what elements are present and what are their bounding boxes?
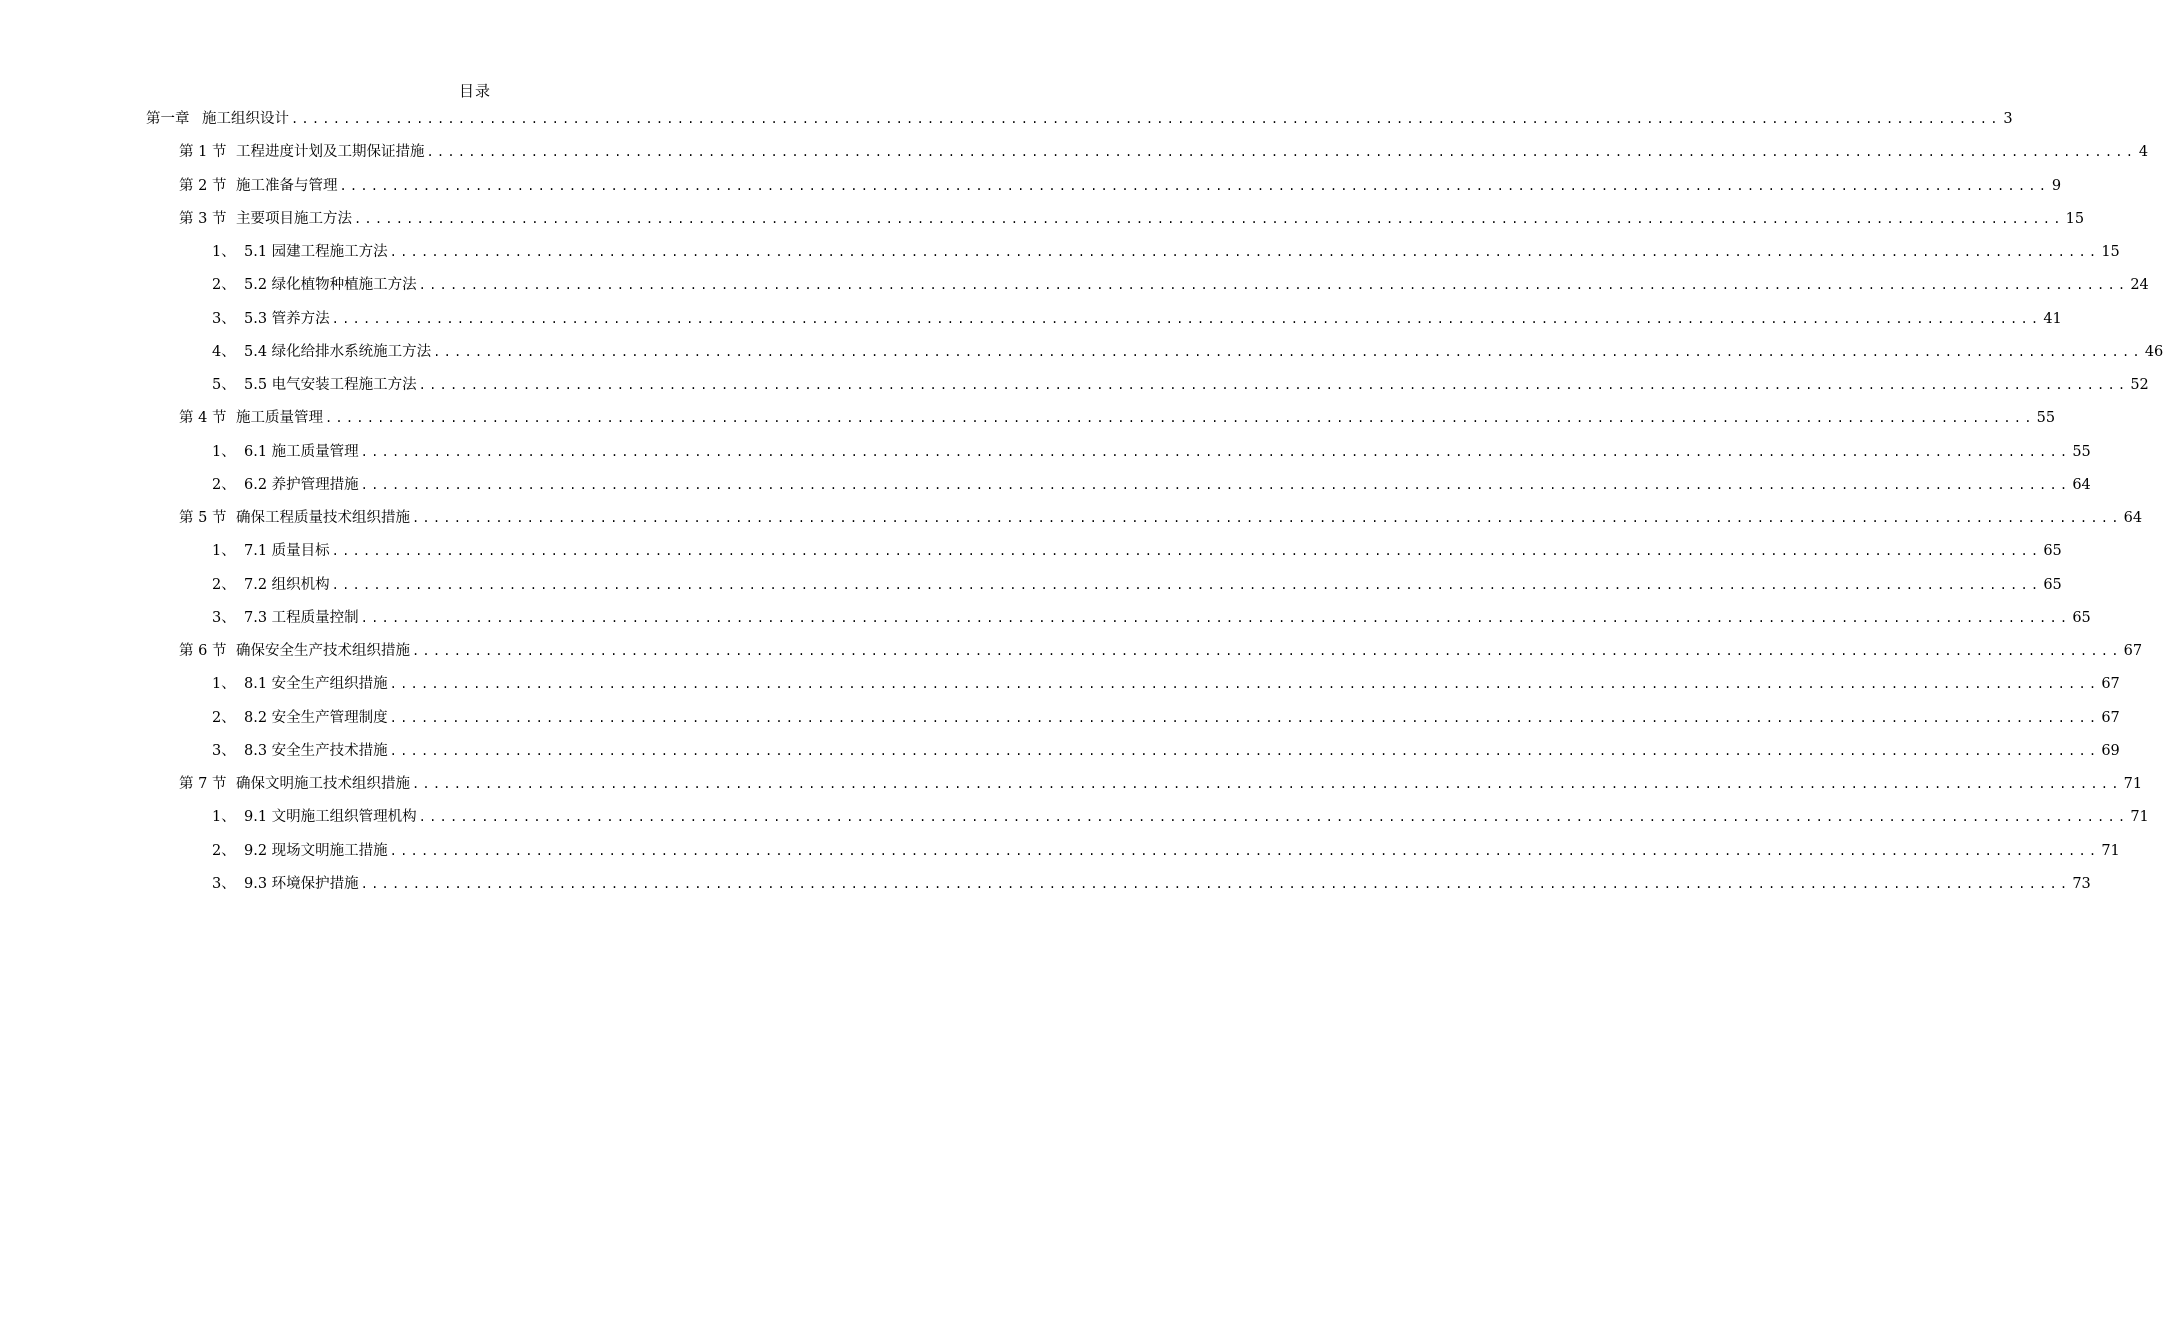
toc-dot-leader: .................................................................................................................................................................... <box>331 577 2042 592</box>
toc-entry-page-number: 15 <box>2065 210 2085 227</box>
toc-dot-leader: .................................................................................................................................................................... <box>412 511 2122 525</box>
toc-entry-page-number: 71 <box>2130 809 2149 826</box>
toc-entry-prefix: 4、 <box>212 343 236 360</box>
toc-entry-prefix: 1、 <box>212 244 236 260</box>
toc-dot-leader: .................................................................................................................................................................... <box>418 378 2129 392</box>
toc-entry-prefix: 1、 <box>212 543 236 560</box>
toc-entry-page-number: 9 <box>2051 177 2062 194</box>
toc-entry[interactable] <box>179 172 2062 196</box>
toc-entry-prefix: 2、 <box>212 576 236 593</box>
toc-entry-prefix: 1、 <box>212 676 236 693</box>
toc-entry-prefix: 3、 <box>212 875 236 892</box>
toc-entry-label: 9.1 文明施工组织管理机构 <box>244 809 417 826</box>
toc-entry-label: 9.2 现场文明施工措施 <box>244 842 388 859</box>
toc-entry-page-number: 65 <box>2043 543 2062 560</box>
toc-entry-label: 6.1 施工质量管理 <box>244 443 359 460</box>
toc-entry-label: 7.3 工程质量控制 <box>244 609 359 626</box>
toc-entry-prefix: 第 7 节 <box>179 776 227 792</box>
toc-dot-leader: .................................................................................................................................................................... <box>389 245 2100 259</box>
toc-entry[interactable] <box>212 837 2120 861</box>
toc-entry-label: 施工组织设计 <box>202 111 289 127</box>
toc-entry-label: 5.1 园建工程施工方法 <box>244 244 388 260</box>
toc-dot-leader: .................................................................................................................................................................... <box>389 843 2100 858</box>
toc-entry-page-number: 67 <box>2101 676 2120 693</box>
toc-entry-page-number: 71 <box>2101 842 2120 859</box>
toc-entry[interactable] <box>212 438 2091 462</box>
toc-entry[interactable] <box>179 504 2143 528</box>
toc-entry-prefix: 3、 <box>212 609 236 626</box>
toc-entry-page-number: 41 <box>2043 310 2062 327</box>
toc-entry[interactable] <box>179 138 2149 162</box>
toc-entry-label: 7.2 组织机构 <box>244 576 330 593</box>
toc-entry-page-number: 4 <box>2138 144 2149 161</box>
toc-entry-label: 确保文明施工技术组织措施 <box>236 776 410 792</box>
toc-entry-prefix: 5、 <box>212 377 236 393</box>
toc-entry[interactable] <box>179 637 2143 661</box>
toc-entry[interactable] <box>212 305 2062 329</box>
toc-entry-prefix: 2、 <box>212 277 236 294</box>
toc-entry-page-number: 3 <box>2003 111 2013 127</box>
toc-entry-label: 工程进度计划及工期保证措施 <box>236 144 425 161</box>
toc-entry-page-number: 67 <box>2101 709 2120 726</box>
toc-entry-page-number: 15 <box>2101 244 2120 260</box>
toc-entry-label: 5.4 绿化给排水系统施工方法 <box>244 343 432 360</box>
toc-entry-page-number: 67 <box>2123 643 2143 659</box>
toc-entry-label: 6.2 养护管理措施 <box>244 476 359 493</box>
toc-entry-prefix: 第 3 节 <box>179 210 227 227</box>
toc-title: 目录 <box>458 82 491 100</box>
toc-entry-page-number: 52 <box>2130 377 2149 393</box>
toc-entry-label: 5.3 管养方法 <box>244 310 330 327</box>
toc-entry[interactable] <box>212 537 2062 561</box>
toc-entry-page-number: 69 <box>2101 742 2120 759</box>
toc-entry-prefix: 3、 <box>212 310 236 327</box>
toc-entry-prefix: 第 1 节 <box>179 144 227 161</box>
toc-entry-label: 5.5 电气安装工程施工方法 <box>244 377 417 393</box>
toc-entry[interactable] <box>179 404 2056 428</box>
toc-entry-label: 确保安全生产技术组织措施 <box>236 643 410 659</box>
toc-entry-prefix: 2、 <box>212 709 236 726</box>
toc-entry[interactable] <box>146 105 2013 129</box>
toc-dot-leader: .................................................................................................................................................................... <box>433 344 2143 359</box>
toc-entry[interactable] <box>212 338 2163 362</box>
toc-entry-prefix: 2、 <box>212 476 236 493</box>
toc-entry-label: 8.1 安全生产组织措施 <box>244 676 388 693</box>
toc-dot-leader: .................................................................................................................................................................... <box>389 743 2100 758</box>
toc-dot-leader: .................................................................................................................................................................... <box>331 311 2042 326</box>
toc-entry-label: 5.2 绿化植物种植施工方法 <box>244 277 417 294</box>
toc-entry-prefix: 3、 <box>212 742 236 759</box>
toc-entry-prefix: 1、 <box>212 443 236 460</box>
toc-entry[interactable] <box>212 471 2091 495</box>
toc-dot-leader: .................................................................................................................................................................... <box>360 477 2071 492</box>
toc-dot-leader: .................................................................................................................................................................... <box>360 876 2071 891</box>
toc-entry-label: 8.2 安全生产管理制度 <box>244 709 388 726</box>
toc-entry-prefix: 1、 <box>212 809 236 826</box>
toc-entry[interactable] <box>212 604 2091 628</box>
toc-dot-leader: .................................................................................................................................................................... <box>389 710 2100 725</box>
toc-entry[interactable] <box>212 571 2062 595</box>
toc-dot-leader: .................................................................................................................................................................... <box>412 777 2122 791</box>
toc-entry-page-number: 55 <box>2072 443 2091 460</box>
toc-entry-page-number: 55 <box>2036 410 2056 427</box>
toc-entry-prefix: 第 6 节 <box>179 643 227 659</box>
toc-entry-page-number: 73 <box>2072 875 2091 892</box>
toc-entry[interactable] <box>212 371 2149 395</box>
toc-entry[interactable] <box>179 205 2085 229</box>
toc-entry[interactable] <box>212 737 2120 761</box>
toc-entry-page-number: 46 <box>2144 343 2163 360</box>
toc-entry[interactable] <box>212 803 2149 827</box>
toc-entry-label: 施工质量管理 <box>236 410 323 427</box>
toc-entry-prefix: 第 5 节 <box>179 510 227 526</box>
toc-entry[interactable] <box>212 271 2149 295</box>
toc-entry-label: 9.3 环境保护措施 <box>244 875 359 892</box>
toc-entry-page-number: 24 <box>2130 277 2149 294</box>
toc-entry-prefix: 2、 <box>212 842 236 859</box>
toc-entry-page-number: 65 <box>2072 609 2091 626</box>
toc-entry-page-number: 71 <box>2123 776 2143 792</box>
toc-entry-prefix: 第 2 节 <box>179 177 227 194</box>
toc-entry-prefix: 第 4 节 <box>179 410 227 427</box>
toc-entry-label: 7.1 质量目标 <box>244 543 330 560</box>
toc-entry-label: 8.3 安全生产技术措施 <box>244 742 388 759</box>
toc-entry[interactable] <box>179 770 2143 794</box>
toc-entry-prefix: 第一章 <box>146 111 190 127</box>
toc-entry-page-number: 64 <box>2123 510 2143 526</box>
toc-dot-leader: .................................................................................................................................................................... <box>360 444 2071 459</box>
toc-entry-page-number: 65 <box>2043 576 2062 593</box>
toc-entry-label: 施工准备与管理 <box>236 177 338 194</box>
toc-dot-leader: .................................................................................................................................................................... <box>360 610 2071 625</box>
toc-dot-leader: .................................................................................................................................................................... <box>418 278 2129 293</box>
toc-entry[interactable] <box>212 670 2120 694</box>
toc-dot-leader: .................................................................................................................................................................... <box>331 544 2042 559</box>
toc-entry-page-number: 64 <box>2072 476 2091 493</box>
toc-dot-leader: .................................................................................................................................................................... <box>389 677 2100 692</box>
toc-dot-leader: .................................................................................................................................................................... <box>354 211 2064 226</box>
toc-entry[interactable] <box>212 870 2091 894</box>
toc-dot-leader: .................................................................................................................................................................... <box>291 112 2001 126</box>
toc-entry-label: 确保工程质量技术组织措施 <box>236 510 410 526</box>
toc-entry[interactable] <box>212 238 2120 262</box>
toc-entry[interactable] <box>212 704 2120 728</box>
toc-dot-leader: .................................................................................................................................................................... <box>426 145 2137 160</box>
toc-dot-leader: .................................................................................................................................................................... <box>412 644 2122 658</box>
toc-dot-leader: .................................................................................................................................................................... <box>339 178 2050 193</box>
toc-entry-label: 主要项目施工方法 <box>236 210 352 227</box>
toc-dot-leader: .................................................................................................................................................................... <box>418 810 2129 825</box>
toc-dot-leader: .................................................................................................................................................................... <box>325 411 2035 426</box>
